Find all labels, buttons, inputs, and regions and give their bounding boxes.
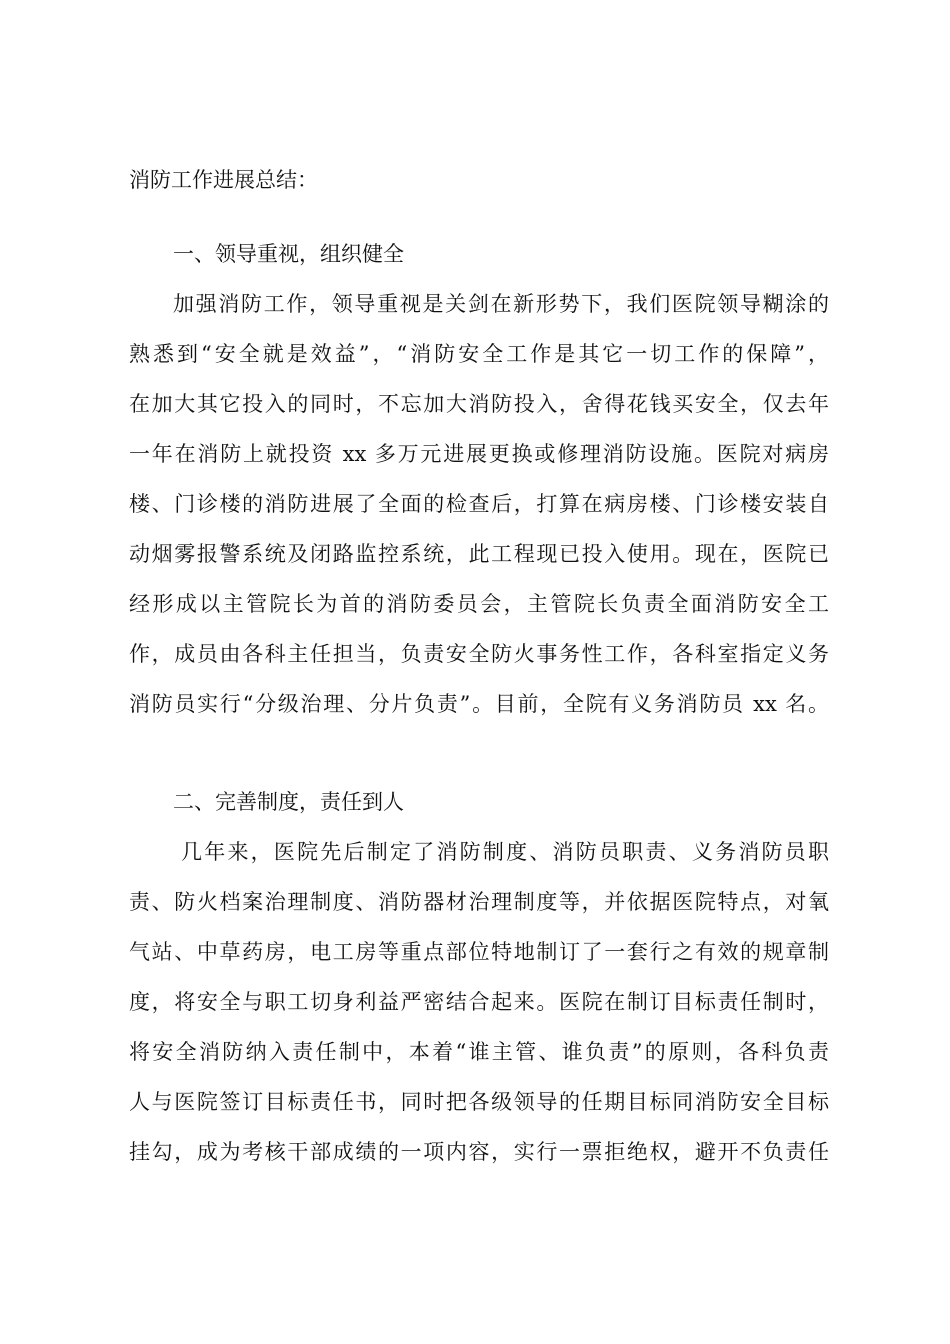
section-2-line-6: 人与医院签订目标责任书，同时把各级领导的任期目标同消防安全目标 <box>129 1090 829 1114</box>
section-2-heading: 二、完善制度，责任到人 <box>173 790 404 814</box>
section-1-line-9: 消防员实行“分级治理、分片负责”。目前，全院有义务消防员 xx 名。 <box>129 692 829 716</box>
section-1-line-3: 在加大其它投入的同时，不忘加大消防投入，舍得花钱买安全，仅去年 <box>129 392 829 416</box>
section-2-line-5: 将安全消防纳入责任制中，本着“谁主管、谁负责”的原则，各科负责 <box>129 1040 829 1064</box>
section-2-line-4: 度，将安全与职工切身利益严密结合起来。医院在制订目标责任制时， <box>129 990 829 1014</box>
section-1-line-2: 熟悉到“安全就是效益”，“消防安全工作是其它一切工作的保障”， <box>129 342 829 366</box>
section-1-line-1: 加强消防工作，领导重视是关剑在新形势下，我们医院领导糊涂的 <box>173 292 829 316</box>
section-1-line-4: 一年在消防上就投资 xx 多万元进展更换或修理消防设施。医院对病房 <box>129 442 829 466</box>
section-2-line-2: 责、防火档案治理制度、消防器材治理制度等，并依据医院特点，对氧 <box>129 890 829 914</box>
section-2-line-1: 几年来，医院先后制定了消防制度、消防员职责、义务消防员职 <box>181 840 829 864</box>
section-1-line-8: 作，成员由各科主任担当，负责安全防火事务性工作，各科室指定义务 <box>129 642 829 666</box>
section-1-heading: 一、领导重视，组织健全 <box>173 242 404 266</box>
section-1-line-7: 经形成以主管院长为首的消防委员会，主管院长负责全面消防安全工 <box>129 592 829 616</box>
section-2-line-3: 气站、中草药房，电工房等重点部位特地制订了一套行之有效的规章制 <box>129 940 829 964</box>
section-2-line-7: 挂勾，成为考核干部成绩的一项内容，实行一票拒绝权，避开不负责任 <box>129 1140 829 1164</box>
section-1-line-5: 楼、门诊楼的消防进展了全面的检查后，打算在病房楼、门诊楼安装自 <box>129 492 829 516</box>
document-title: 消防工作进展总结： <box>129 168 318 192</box>
section-1-line-6: 动烟雾报警系统及闭路监控系统，此工程现已投入使用。现在，医院已 <box>129 542 829 566</box>
